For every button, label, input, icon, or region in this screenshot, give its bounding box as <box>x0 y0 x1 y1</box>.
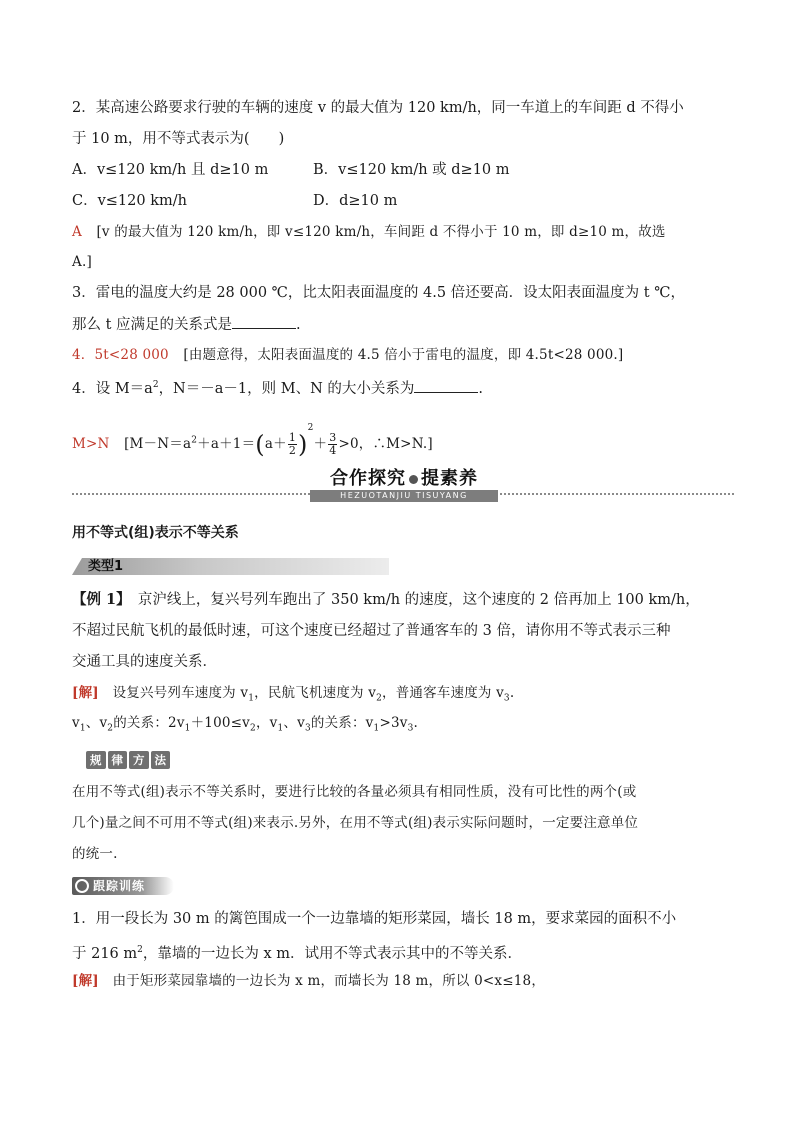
bar-corner <box>72 558 82 575</box>
q4-frac1-num: 1 <box>288 431 297 444</box>
bullet-icon <box>409 475 418 484</box>
banner-title-right: 提素养 <box>421 468 478 489</box>
example1-solution-line2 <box>72 713 722 739</box>
q4-paren-open: ( <box>255 430 265 459</box>
sol2-h: >3v <box>379 715 408 731</box>
q2-answer-letter: A <box>72 224 82 240</box>
method-line3: 的统一. <box>72 846 118 862</box>
method-line2: 几个)量之间不可用不等式(组)来表示.另外，在用不等式(组)表示实际问题时，一定要注意单位 <box>72 815 639 831</box>
q4-a-plus: a＋ <box>264 436 287 452</box>
example1-line2: 不超过民航飞机的最低时速，可这个速度已经超过了普通客车的 3 倍，请你用不等式表示三种 <box>72 623 671 639</box>
q4-fraction-three-quarters <box>328 432 337 457</box>
q4-paren-close: ) <box>298 430 308 459</box>
sol2-i: . <box>413 715 419 731</box>
sub-2b: 2 <box>107 723 114 734</box>
q2-answer-line1 <box>72 222 722 242</box>
solution-tag: [解] <box>72 685 99 701</box>
q3-stem-line1: 3．雷电的温度大约是 28 000 ℃，比太阳表面温度的 4.5 倍还要高．设太阳表面温度为 t ℃， <box>72 285 685 301</box>
tracking-problem-line2 <box>72 940 722 964</box>
sub-2c: 2 <box>250 723 256 734</box>
banner-title-left: 合作探究 <box>330 468 406 489</box>
q3-stem-line2 <box>72 314 722 335</box>
q4-blank <box>414 378 478 393</box>
sol2-b: 、v <box>85 715 108 731</box>
q4-stem-b: ，N＝－a－1，则 M、N 的大小关系为 <box>158 380 415 397</box>
q3-stem-text: 那么 t 应满足的关系式是 <box>72 317 233 333</box>
example1-line1 <box>72 590 722 610</box>
q4-ans-sup2: 2 <box>307 423 314 433</box>
tracking-training-label <box>72 877 174 895</box>
tracking-sup: 2 <box>137 945 143 955</box>
q4-frac1-den: 2 <box>288 444 297 457</box>
type-label-bar <box>72 558 389 575</box>
q4-stem-sup: 2 <box>152 380 159 390</box>
q2-option-c: C．v≤120 km/h <box>72 193 187 209</box>
example1-solution-line1 <box>72 683 722 709</box>
example1-line3: 交通工具的速度关系． <box>72 654 217 670</box>
example1-text1: 京沪线上，复兴号列车跑出了 350 km/h 的速度，这个速度的 2 倍再加上 100 km/h， <box>123 592 700 608</box>
example1-tag: 【例 1】 <box>72 591 124 608</box>
q3-answer-text: [由题意得，太阳表面温度的 4.5 倍小于雷电的温度，即 4.5t<28 000.] <box>183 347 624 363</box>
method-badge-char: 律 <box>108 751 128 769</box>
sol1-b: ，民航飞机速度为 v <box>254 685 377 701</box>
q4-ans-c: ＋ <box>313 436 328 452</box>
banner-title <box>304 464 504 490</box>
q2-stem-line2: 于 10 m，用不等式表示为( ) <box>72 131 285 147</box>
section-banner <box>304 464 504 506</box>
sol2-g: 的关系：v <box>310 715 374 731</box>
sub-3b: 3 <box>304 723 311 734</box>
tracking-problem-line1: 1．用一段长为 30 m 的篱笆围成一个一边靠墙的矩形菜园，墙长 18 m，要求菜园的面积不小 <box>72 911 677 927</box>
q2-answer-line2: A.] <box>72 254 92 270</box>
sub-1e: 1 <box>373 723 380 734</box>
section-heading: 用不等式(组)表示不等关系 <box>72 525 239 541</box>
tracking-solution-text: 由于矩形菜园靠墙的一边长为 x m，而墙长为 18 m，所以 0<x≤18， <box>98 973 546 989</box>
q3-blank <box>232 314 296 329</box>
q4-fraction-half <box>288 432 297 457</box>
q4-frac2-den: 4 <box>329 444 337 457</box>
method-badge-char: 方 <box>129 751 149 769</box>
sol2-a: v <box>72 715 80 731</box>
tracking-solution-line <box>72 971 722 991</box>
sol2-f: 、v <box>283 715 305 731</box>
q4-answer-lead: M>N <box>72 436 110 452</box>
q2-option-a: A．v≤120 km/h 且 d≥10 m <box>72 162 269 178</box>
sol1-c: ，普通客车速度为 v <box>382 685 504 701</box>
q4-answer-line <box>72 414 722 459</box>
sub-1c: 1 <box>184 723 191 734</box>
q2-stem-line1: 2．某高速公路要求行驶的车辆的速度 v 的最大值为 120 km/h，同一车道上的车间距 d 不得小 <box>72 100 684 116</box>
sub-2: 2 <box>376 693 382 704</box>
solution-tag: [解] <box>72 973 99 989</box>
sol2-c: 的关系：2v <box>113 715 185 731</box>
q4-ans-b: ＋a＋1＝ <box>197 436 256 452</box>
sub-3: 3 <box>503 693 510 704</box>
method-badge <box>86 749 172 769</box>
q4-stem-end: . <box>478 380 483 397</box>
q4-ans-a: [M－N＝a <box>124 436 192 452</box>
type-label: 类型1 <box>88 559 124 574</box>
sub-1b: 1 <box>79 723 86 734</box>
sol1-a: 设复兴号列车速度为 v <box>98 685 249 701</box>
method-badge-char: 规 <box>86 751 106 769</box>
q3-stem-end: . <box>296 317 301 333</box>
tracking-p-a: 于 216 m <box>72 945 138 962</box>
q3-answer-line <box>72 345 722 365</box>
tracking-p-b: ，靠墙的一边长为 x m．试用不等式表示其中的不等关系． <box>142 945 523 962</box>
q4-stem-line <box>72 375 722 399</box>
q2-options-row1 <box>72 160 722 180</box>
target-icon <box>75 879 89 893</box>
sub-1d: 1 <box>277 723 284 734</box>
q2-options-row2 <box>72 191 722 211</box>
tracking-label-text: 跟踪训练 <box>93 879 146 893</box>
banner-subtitle: HEZUOTANJIU TISUYANG <box>310 490 498 502</box>
method-badge-char: 法 <box>151 751 171 769</box>
q4-ans-d: >0，∴M>N.] <box>338 436 433 452</box>
method-line1: 在用不等式(组)表示不等关系时，要进行比较的各量必须具有相同性质，没有可比性的两个(或 <box>72 784 637 800</box>
q2-answer-text: [v 的最大值为 120 km/h，即 v≤120 km/h，车间距 d 不得小于 10 m，即 d≥10 m，故选 <box>96 224 666 240</box>
q4-frac2-num: 3 <box>329 431 337 444</box>
q3-answer-lead: 4．5t<28 000 <box>72 347 169 363</box>
sub-3c: 3 <box>407 723 414 734</box>
q2-option-b: B．v≤120 km/h 或 d≥10 m <box>313 162 510 178</box>
sub-1: 1 <box>248 693 255 704</box>
sol2-d: ＋100≤v <box>190 715 250 731</box>
q4-ans-sup: 2 <box>191 435 198 446</box>
sol1-d: . <box>509 685 515 701</box>
q4-stem-a: 4．设 M＝a <box>72 380 153 397</box>
q2-option-d: D．d≥10 m <box>313 193 398 209</box>
sol2-e: ，v <box>255 715 278 731</box>
